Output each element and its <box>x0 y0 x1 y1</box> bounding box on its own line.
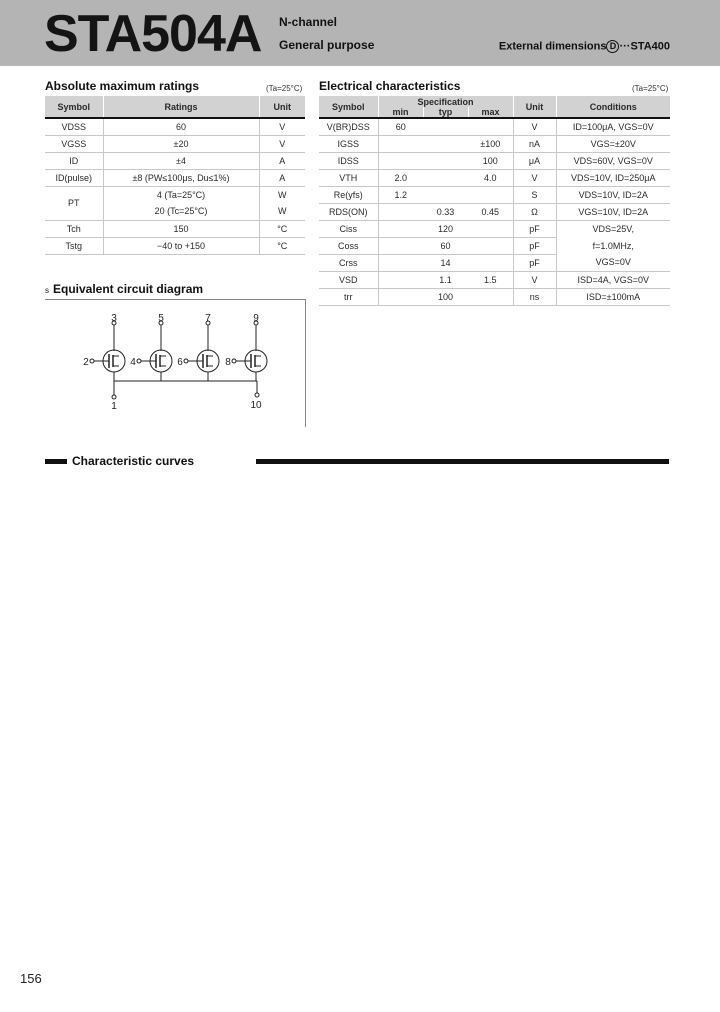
pin-label-1: 1 <box>111 401 117 412</box>
elec-cond-cell: VGS=±20V <box>556 135 670 152</box>
mosfet-1 <box>83 313 125 381</box>
abs-symbol-cell: PT <box>45 186 103 220</box>
elec-symbol-cell: VSD <box>319 271 378 288</box>
elec-symbol-cell: RDS(ON) <box>319 203 378 220</box>
elec-min-cell <box>378 288 423 305</box>
elec-cond-cell: VDS=60V, VGS=0V <box>556 152 670 169</box>
pin-label-5: 5 <box>158 313 164 324</box>
elec-typ-cell <box>423 135 468 152</box>
elec-typ-cell <box>423 169 468 186</box>
elec-symbol-cell: Coss <box>319 237 378 254</box>
elec-cond-cell: VDS=10V, ID=250μA <box>556 169 670 186</box>
table-row <box>45 135 305 152</box>
elec-cond-cell: ID=100μA, VGS=0V <box>556 118 670 135</box>
elec-max-cell <box>468 288 513 305</box>
abs-max-title: Absolute maximum ratings <box>45 79 200 93</box>
pin-4-terminal <box>137 359 141 363</box>
elec-unit-cell: S <box>513 186 556 203</box>
table-row <box>319 135 670 152</box>
table-row <box>319 288 670 305</box>
table-row <box>45 169 305 186</box>
abs-symbol-cell: Tstg <box>45 237 103 254</box>
circuit-title: Equivalent circuit diagram <box>53 282 204 296</box>
elec-max-cell: 4.0 <box>468 169 513 186</box>
abs-unit-cell: W <box>278 189 287 200</box>
abs-symbol-cell: ID <box>45 152 103 169</box>
mosfet-2 <box>130 313 172 381</box>
elec-unit-cell: μA <box>513 152 556 169</box>
abs-unit-cell: W <box>259 203 305 220</box>
elec-max-cell <box>468 254 513 271</box>
elec-typ-cell <box>423 118 468 135</box>
curves-divider-left <box>45 459 67 464</box>
elec-max-cell <box>468 237 513 254</box>
abs-symbol-cell: ID(pulse) <box>45 169 103 186</box>
elec-header-conditions: Conditions <box>556 96 670 118</box>
mosfet-4 <box>225 313 267 381</box>
elec-unit-cell: pF <box>513 220 556 237</box>
elec-symbol-cell: Re(yfs) <box>319 186 378 203</box>
table-row <box>319 118 670 135</box>
elec-max-cell <box>468 186 513 203</box>
elec-min-cell <box>378 237 423 254</box>
elec-header-symbol: Symbol <box>319 96 378 118</box>
table-row <box>319 271 670 288</box>
elec-min-cell: 2.0 <box>378 169 423 186</box>
abs-unit-cell: A <box>259 169 305 186</box>
abs-rating-cell: 4 (Ta=25°C) <box>103 186 259 203</box>
elec-max-cell: ±100 <box>468 135 513 152</box>
abs-unit-cell: V <box>259 135 305 152</box>
external-dimensions-marker: D <box>606 40 619 53</box>
abs-rating-cell: 20 (Tc=25°C) <box>103 203 259 220</box>
abs-max-condition: (Ta=25°C) <box>266 84 303 93</box>
elec-unit-cell: pF <box>513 237 556 254</box>
elec-unit-cell: pF <box>513 254 556 271</box>
elec-header-max: max <box>468 107 513 118</box>
abs-max-header-ratings: Ratings <box>103 96 259 118</box>
elec-title: Electrical characteristics <box>319 79 461 93</box>
elec-symbol-cell: IGSS <box>319 135 378 152</box>
table-row <box>319 186 670 203</box>
abs-unit-cell: A <box>259 152 305 169</box>
elec-symbol-cell: trr <box>319 288 378 305</box>
elec-unit-cell: V <box>513 169 556 186</box>
curves-divider-right <box>256 459 669 464</box>
elec-min-cell <box>378 220 423 237</box>
elec-min-cell <box>378 152 423 169</box>
elec-unit-cell: nA <box>513 135 556 152</box>
table-row <box>45 186 305 203</box>
elec-symbol-cell: Ciss <box>319 220 378 237</box>
elec-min-cell: 1.2 <box>378 186 423 203</box>
table-row <box>319 220 670 237</box>
abs-rating-cell: 60 <box>103 118 259 135</box>
abs-symbol-cell: Tch <box>45 220 103 237</box>
external-dimensions-label: External dimensions <box>498 40 607 53</box>
circuit-title-wrap <box>45 282 203 296</box>
elec-symbol-cell: V(BR)DSS <box>319 118 378 135</box>
elec-max-cell: 100 <box>468 152 513 169</box>
elec-max-cell <box>468 220 513 237</box>
pin-10-terminal <box>255 393 259 397</box>
pin-label-2: 2 <box>83 357 89 368</box>
pin-label-6: 6 <box>177 357 183 368</box>
abs-symbol-cell: VDSS <box>45 118 103 135</box>
elec-symbol-cell: VTH <box>319 169 378 186</box>
table-row <box>45 152 305 169</box>
abs-max-header-unit: Unit <box>259 96 305 118</box>
header-band <box>0 0 720 66</box>
elec-unit-cell: Ω <box>513 203 556 220</box>
elec-typ-cell <box>423 152 468 169</box>
pin-label-4: 4 <box>130 357 136 368</box>
pin-label-3: 3 <box>111 313 117 324</box>
abs-max-table <box>45 96 305 255</box>
pin-label-8: 8 <box>225 357 231 368</box>
table-row <box>319 152 670 169</box>
elec-cond-cell: ISD=±100mA <box>556 288 670 305</box>
curves-title: Characteristic curves <box>72 454 195 468</box>
table-row <box>45 118 305 135</box>
pin-2-terminal <box>90 359 94 363</box>
elec-header-spec: Specification <box>378 96 513 107</box>
elec-unit-cell: V <box>513 271 556 288</box>
elec-typ-cell: 0.33 <box>423 203 468 220</box>
table-row <box>319 203 670 220</box>
elec-typ-cell: 120 <box>423 220 468 237</box>
elec-cond-cell: ISD=4A, VGS=0V <box>556 271 670 288</box>
elec-min-cell <box>378 271 423 288</box>
pin-6-terminal <box>184 359 188 363</box>
elec-typ-cell: 1.1 <box>423 271 468 288</box>
circuit-marker: s <box>45 286 49 295</box>
table-row <box>45 220 305 237</box>
elec-header-min: min <box>378 107 423 118</box>
pin-label-7: 7 <box>205 313 211 324</box>
elec-typ-cell: 60 <box>423 237 468 254</box>
equivalent-circuit-diagram <box>45 299 306 427</box>
abs-rating-cell: ±8 (PW≤100μs, Du≤1%) <box>103 169 259 186</box>
subtitle-channel: N-channel <box>279 15 338 29</box>
elec-min-cell <box>378 135 423 152</box>
external-dimensions-value: ···STA400 <box>619 40 670 53</box>
elec-typ-cell: 100 <box>423 288 468 305</box>
elec-min-cell <box>378 203 423 220</box>
elec-min-cell: 60 <box>378 118 423 135</box>
abs-max-header-symbol: Symbol <box>45 96 103 118</box>
abs-unit-cell: °C <box>259 220 305 237</box>
elec-unit-cell: V <box>513 118 556 135</box>
elec-symbol-cell: Crss <box>319 254 378 271</box>
abs-rating-cell: ±20 <box>103 135 259 152</box>
pin-label-10: 10 <box>250 400 262 411</box>
subtitle-purpose: General purpose <box>279 38 375 52</box>
elec-cond-cell: VGS=10V, ID=2A <box>556 203 670 220</box>
elec-typ-cell: 14 <box>423 254 468 271</box>
table-row <box>319 169 670 186</box>
pin-8-terminal <box>232 359 236 363</box>
table-row <box>319 254 670 271</box>
abs-unit-cell: V <box>259 118 305 135</box>
abs-rating-cell: ±4 <box>103 152 259 169</box>
mosfet-3 <box>177 313 219 381</box>
elec-cond-cell: VDS=25V, <box>592 223 634 234</box>
pin-label-9: 9 <box>253 313 259 324</box>
elec-cond-cell: VGS=0V <box>556 254 670 271</box>
elec-unit-cell: ns <box>513 288 556 305</box>
table-row <box>319 237 670 254</box>
abs-unit-cell: °C <box>259 237 305 254</box>
elec-condition: (Ta=25°C) <box>632 84 669 93</box>
elec-typ-cell <box>423 186 468 203</box>
abs-rating-cell: −40 to +150 <box>103 237 259 254</box>
part-number: STA504A <box>44 5 262 63</box>
elec-table <box>319 96 670 306</box>
pin-1-terminal <box>112 395 116 399</box>
elec-max-cell: 0.45 <box>468 203 513 220</box>
abs-symbol-cell: VGSS <box>45 135 103 152</box>
elec-symbol-cell: IDSS <box>319 152 378 169</box>
elec-header-typ: typ <box>423 107 468 118</box>
page-number: 156 <box>20 971 42 986</box>
elec-header-unit: Unit <box>513 96 556 118</box>
abs-rating-cell: 150 <box>103 220 259 237</box>
elec-min-cell <box>378 254 423 271</box>
elec-max-cell <box>468 118 513 135</box>
elec-cond-cell: VDS=10V, ID=2A <box>556 186 670 203</box>
elec-max-cell: 1.5 <box>468 271 513 288</box>
table-row <box>45 237 305 254</box>
elec-cond-cell: f=1.0MHz, <box>592 240 634 251</box>
external-dimensions <box>499 40 670 53</box>
